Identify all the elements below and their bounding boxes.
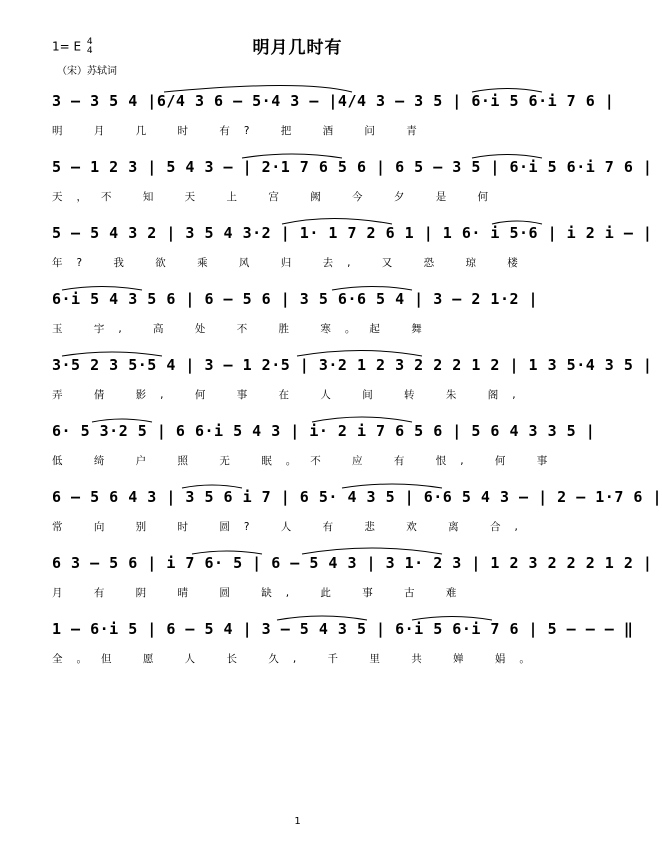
notation-line: 6·i 5 4 3 5 6 | 6 – 5 6 | 3 5 6·6 5 4 | 3 – 2 1·2 | <box>52 290 550 313</box>
staff-row-4 <box>52 290 550 336</box>
lyrics-line: 玉 宇, 高 处 不 胜 寒。起 舞 <box>52 323 436 335</box>
key-prefix: 1= E <box>52 39 82 54</box>
notation-line: 6 – 5 6 4 3 | 3 5 6 i 7 | 6 5· 4 3 5 | 6·6 5 4 3 – | 2 – 1·7 6 | <box>52 488 550 511</box>
notation-line: 3 – 3 5 4 |6/4 3 6 – 5·4 3 – |4/4 3 – 3 5 | 6·i 5 6·i 7 6 | <box>52 92 550 115</box>
staff-row-3 <box>52 224 653 270</box>
staff-row-5 <box>52 356 653 402</box>
staff-row-1 <box>52 92 615 138</box>
staff-row-8 <box>52 554 653 600</box>
notation-line: 5 – 1 2 3 | 5 4 3 – | 2·1 7 6 5 6 | 6 5 – 3 5 | 6·i 5 6·i 7 6 | <box>52 158 550 181</box>
lyrics-line: 全。但 愿 人 长 久, 千 里 共 婵 娟。 <box>52 653 544 665</box>
lyrics-line: 常 向 别 时 圆? 人 有 悲 欢 离 合, <box>52 521 532 533</box>
lyrics-line: 天，不 知 天 上 宫 阙 今 夕 是 何 <box>52 191 503 203</box>
song-title: 明月几时有 <box>252 38 343 58</box>
notation-line: 5 – 5 4 3 2 | 3 5 4 3·2 | 1· 1 7 2 6 1 | 1 6· i 5·6 | i 2 i – | <box>52 224 550 247</box>
staff-row-9 <box>52 620 634 666</box>
time-signature-numerator: 4 <box>86 37 93 47</box>
lyrics-line: 弄 倩 影, 何 事 在 人 间 转 朱 阁, <box>52 389 530 401</box>
lyricist-credit: （宋）苏轼词 <box>57 66 117 77</box>
lyrics-line: 低 绮 户 照 无 眠。不 应 有 恨, 何 事 <box>52 455 562 467</box>
notation-line: 3·5 2 3 5·5 4 | 3 – 1 2·5 | 3·2 1 2 3 2 2 2 1 2 | 1 3 5·4 3 5 | <box>52 356 550 379</box>
notation-line: 6 3 – 5 6 | i 7 6· 5 | 6 – 5 4 3 | 3 1· 2 3 | 1 2 3 2 2 2 1 2 | <box>52 554 550 577</box>
notation-line: 6· 5 3·2 5 | 6 6·i 5 4 3 | i· 2 i 7 6 5 6 | 5 6 4 3 3 5 | <box>52 422 550 445</box>
staff-row-6 <box>52 422 596 468</box>
lyrics-line: 年? 我 欲 乘 风 归 去, 又 恐 琼 楼 <box>52 257 532 269</box>
lyrics-line: 明 月 几 时 有? 把 酒 问 青 <box>52 125 431 137</box>
page-number: 1 <box>294 816 301 827</box>
time-signature-denominator: 4 <box>86 46 93 56</box>
lyrics-line: 月 有 阴 晴 圆 缺, 此 事 古 难 <box>52 587 471 599</box>
staff-row-7 <box>52 488 662 534</box>
staff-row-2 <box>52 158 653 204</box>
notation-line: 1 – 6·i 5 | 6 – 5 4 | 3 – 5 4 3 5 | 6·i 5 6·i 7 6 | 5 – – – ‖ <box>52 620 550 643</box>
